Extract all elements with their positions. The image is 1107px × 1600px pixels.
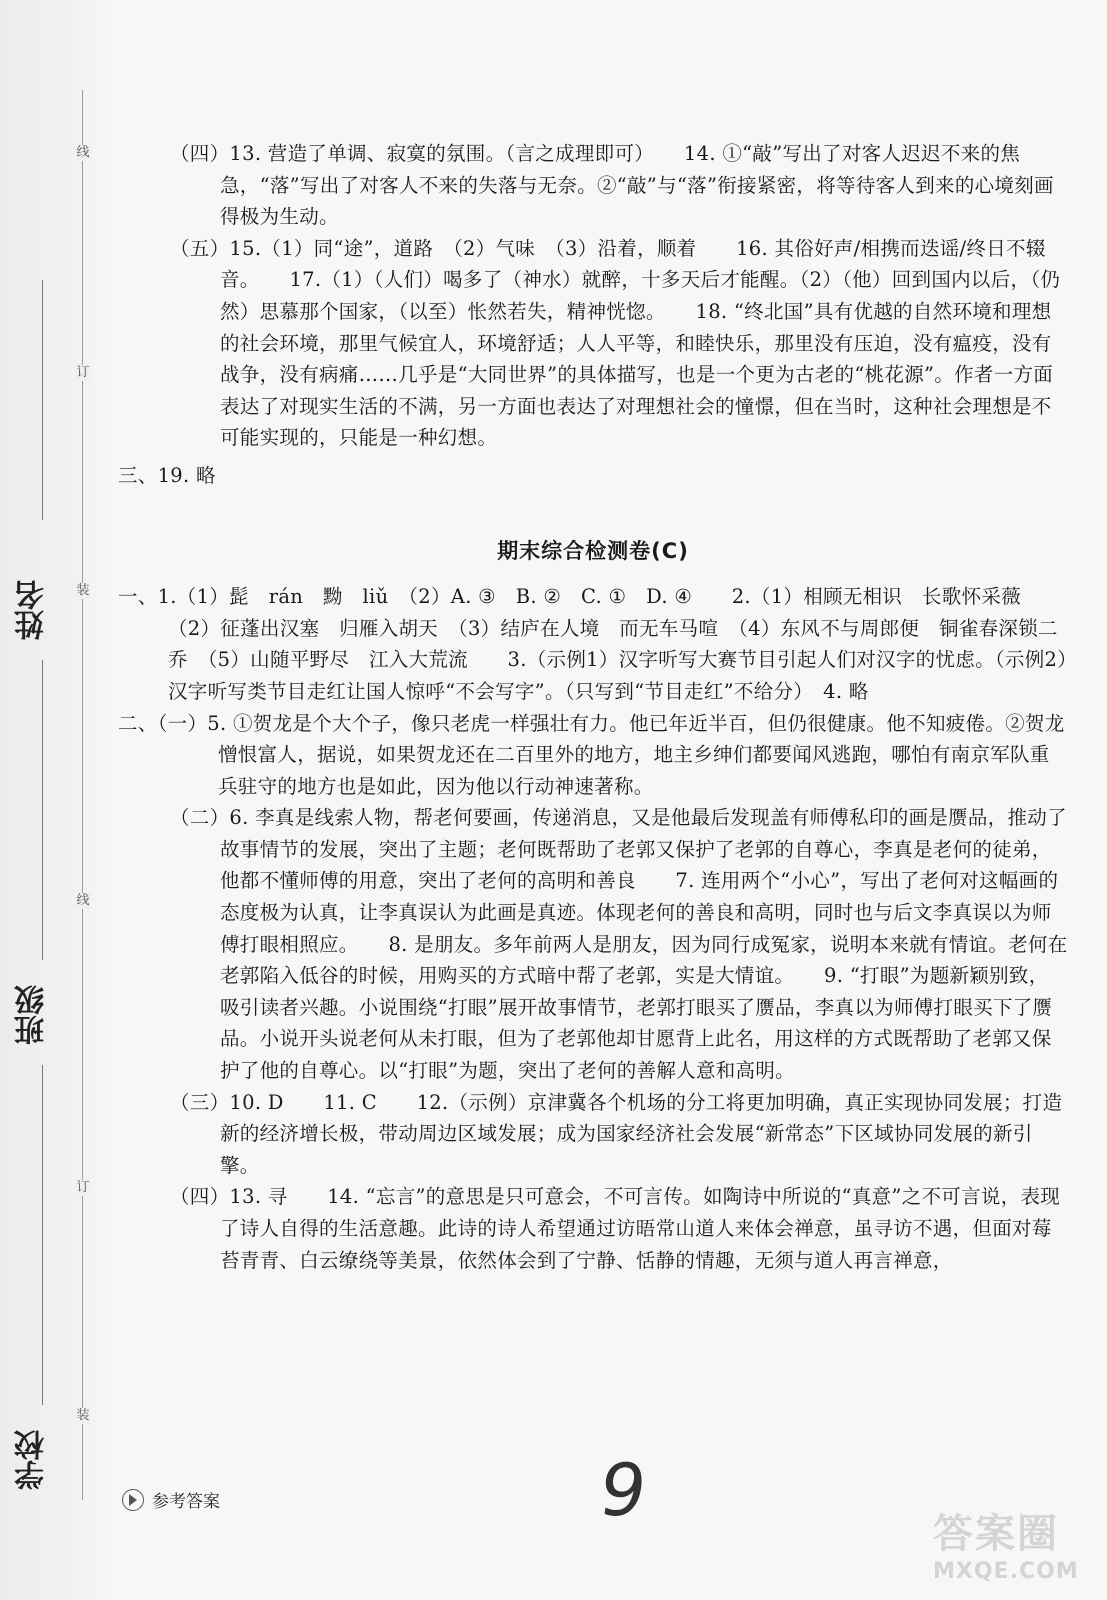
answer-c-part2-4: （四）13. 寻 14. “忘言”的意思是只可意会，不可言传。如陶诗中所说的“真意”之不可言说，表现了诗人自得的生活意趣。此诗的诗人希望通过访晤常山道人来体会禅意，虽寻访不遇，但面对莓苔青青、白云缭绕等美景，依然体会到了宁静、恬静的情趣，无须与道人再言禅意，	[170, 1185, 1061, 1272]
watermark-line1: 答案圈	[933, 1511, 1059, 1557]
binding-line	[82, 90, 83, 1500]
answer-prev-q5: （五）15.（1）同“途”，道路 （2）气味 （3）沿着，顺着 16. 其俗好声/相携而迭谣/终日不辍音。 17.（1）（人们）喝多了（神水）就醉，十多天后才能醒。（2）（他）回到国内以后，（仍然）思慕那个国家，（以至）怅然若失，精神恍惚。 18. “终北国”具有优越的自然环境和理想的社会环境，那里气候宜人，环境舒适；人人平等，和睦快乐，那里没有压迫，没有瘟疫，没有战争，没有病痛……几乎是“大同世界”的具体描写，也是一个更为古老的“桃花源”。作者一方面表达了对现实生活的不满，另一方面也表达了对理想社会的憧憬，但在当时，这种社会理想是不可能实现的，只能是一种幻想。	[170, 236, 1061, 450]
class-label: 班级	[15, 985, 50, 1045]
watermark-logo	[933, 1502, 1093, 1592]
cut-mark-line-top: 线	[76, 145, 90, 160]
play-circle-icon	[122, 1489, 144, 1511]
answer-c-part1: 一、1.（1）髭 rán 黝 liǔ （2）A. ③ B. ② C. ① D. ④ 2.（1）相顾无相识 长歌怀采薇 （2）征蓬出汉塞 归雁入胡天 （3）结庐在人境 而无车马喧 （4）东风不与周郎便 铜雀春深锁二乔 （5）山随平野尽 江入大荒流 3.（示例1）汉字听写大赛节目引起人们对汉字的忧虑。（示例2）汉字听写类节目走红让国人惊呼“不会写字”。（只写到“节目走红”不给分） 4. 略	[118, 585, 1068, 703]
cut-mark-zhuang-top: 装	[76, 583, 90, 598]
cut-mark-line-mid: 线	[76, 893, 90, 908]
school-underline	[42, 1065, 43, 1405]
watermark-line2: MXQE.COM	[933, 1559, 1079, 1584]
cut-mark-zhuang-bottom: 装	[76, 1408, 90, 1423]
name-field	[16, 580, 56, 640]
answer-prev-q19: 三、19. 略	[118, 463, 216, 487]
footer-label: 参考答案	[152, 1492, 220, 1512]
name-label: 姓名	[15, 580, 50, 640]
school-field	[16, 1430, 56, 1490]
class-underline	[42, 660, 43, 960]
page-number: 9	[594, 1448, 652, 1532]
footer	[122, 1487, 220, 1512]
cut-mark-ding-bottom: 订	[76, 1180, 90, 1195]
school-label: 学校	[15, 1430, 50, 1490]
cut-mark-ding-top: 订	[76, 365, 90, 380]
binding-margin	[0, 0, 115, 1600]
answer-c-part2-1: 二、（一）5. ①贺龙是个大个子，像只老虎一样强壮有力。他已年近半百，但仍很健康。他不知疲倦。②贺龙憎恨富人，据说，如果贺龙还在二百里外的地方，地主乡绅们都要闻风逃跑，哪怕有南京军队重兵驻守的地方也是如此，因为他以行动神速著称。	[118, 711, 1065, 798]
answer-c-part2-3: （三）10. D 11. C 12.（示例）京津冀各个机场的分工将更加明确，真正实现协同发展；打造新的经济增长极，带动周边区域发展；成为国家经济社会发展“新常态”下区域协同发展的新引擎。	[170, 1090, 1063, 1177]
answer-content	[118, 138, 1068, 1276]
section-title: 期末综合检测卷(C)	[497, 538, 689, 563]
class-field	[16, 985, 56, 1045]
answer-c-part2-2: （二）6. 李真是线索人物，帮老何要画，传递消息，又是他最后发现盖有师傅私印的画是赝品，推动了故事情节的发展，突出了主题；老何既帮助了老郭又保护了老郭的自尊心，李真是老何的徒弟，他都不懂师傅的用意，突出了老何的高明和善良 7. 连用两个“小心”，写出了老何对这幅画的态度极为认真，让李真误认为此画是真迹。体现老何的善良和高明，同时也与后文李真误以为师傅打眼相照应。 8. 是朋友。多年前两人是朋友，因为同行成冤家，说明本来就有情谊。老何在老郭陷入低谷的时候，用购买的方式暗中帮了老郭，实是大情谊。 9. “打眼”为题新颖别致，吸引读者兴趣。小说围绕“打眼”展开故事情节，老郭打眼买了赝品，李真以为师傅打眼买下了赝品。小说开头说老何从未打眼，但为了老郭他却甘愿背上此名，用这样的方式既帮助了老郭又保护了他的自尊心。以“打眼”为题，突出了老何的善解人意和高明。	[170, 806, 1068, 1083]
answer-prev-q4: （四）13. 营造了单调、寂寞的氛围。（言之成理即可） 14. ①“敲”写出了对客人迟迟不来的焦急，“落”写出了对客人不来的失落与无奈。②“敲”与“落”衔接紧密，将等待客人到来的心境刻画得极为生动。	[170, 142, 1054, 229]
name-underline	[42, 280, 43, 520]
